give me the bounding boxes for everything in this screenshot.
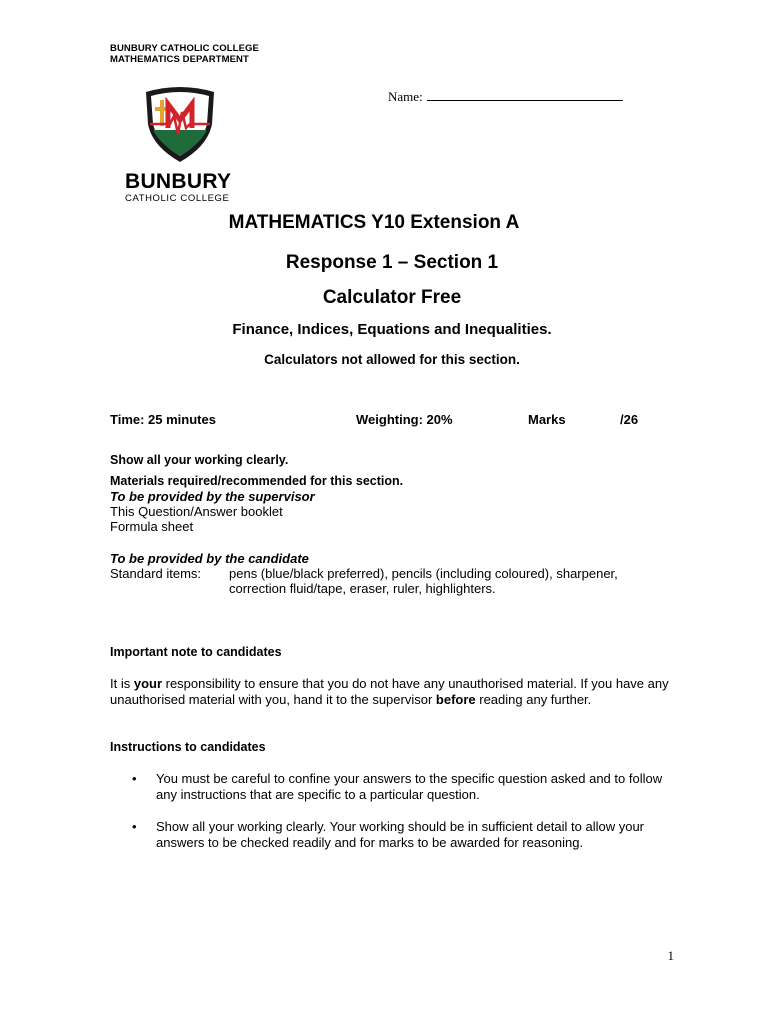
supervisor-item: Formula sheet: [110, 519, 194, 534]
note-heading: Important note to candidates: [110, 645, 282, 659]
bullet-icon: •: [132, 819, 137, 834]
calculator-note: Calculators not allowed for this section.: [264, 352, 520, 367]
supervisor-item: This Question/Answer booklet: [110, 504, 283, 519]
time-info: Time: 25 minutes: [110, 412, 216, 427]
logo-subtitle: CATHOLIC COLLEGE: [125, 193, 230, 204]
instruction-item: You must be careful to confine your answers to the specific question asked and to follow any instructions that are specific to a particular question.: [156, 771, 663, 802]
weighting-info: Weighting: 20%: [356, 412, 453, 427]
department-name: MATHEMATICS DEPARTMENT: [110, 54, 249, 65]
materials-heading: Materials required/recommended for this section.: [110, 474, 404, 488]
note-paragraph: It is your responsibility to ensure that you do not have any unauthorised material. If you have any unauthorised material with you, hand it to the supervisor before reading any further.: [110, 676, 669, 707]
name-label: Name:: [388, 89, 423, 104]
page-number: 1: [667, 948, 674, 963]
candidate-heading: To be provided by the candidate: [110, 551, 309, 566]
supervisor-heading: To be provided by the supervisor: [110, 489, 315, 504]
school-name: BUNBURY CATHOLIC COLLEGE: [110, 43, 259, 54]
standard-items-line: correction fluid/tape, eraser, ruler, highlighters.: [229, 581, 496, 596]
working-note: Show all your working clearly.: [110, 453, 289, 467]
instructions-heading: Instructions to candidates: [110, 740, 266, 754]
shield-icon: [140, 84, 220, 164]
course-title: MATHEMATICS Y10 Extension A: [228, 212, 520, 233]
college-logo: [140, 84, 220, 164]
standard-items-label: Standard items:: [110, 566, 202, 581]
marks-label: Marks: [528, 412, 566, 427]
marks-value: /26: [620, 412, 639, 427]
name-underline[interactable]: [427, 88, 623, 101]
name-field[interactable]: [388, 88, 623, 105]
logo-wordmark: BUNBURY: [125, 170, 232, 193]
bullet-icon: •: [132, 771, 137, 786]
instruction-item: Show all your working clearly. Your working should be in sufficient detail to allow your answers to be checked readily and for marks to be awarded for reasoning.: [156, 819, 645, 850]
standard-items-line: pens (blue/black preferred), pencils (including coloured), sharpener,: [229, 566, 618, 581]
topics-title: Finance, Indices, Equations and Inequalities.: [232, 321, 552, 338]
mode-title: Calculator Free: [322, 287, 462, 308]
response-title: Response 1 – Section 1: [285, 252, 499, 273]
